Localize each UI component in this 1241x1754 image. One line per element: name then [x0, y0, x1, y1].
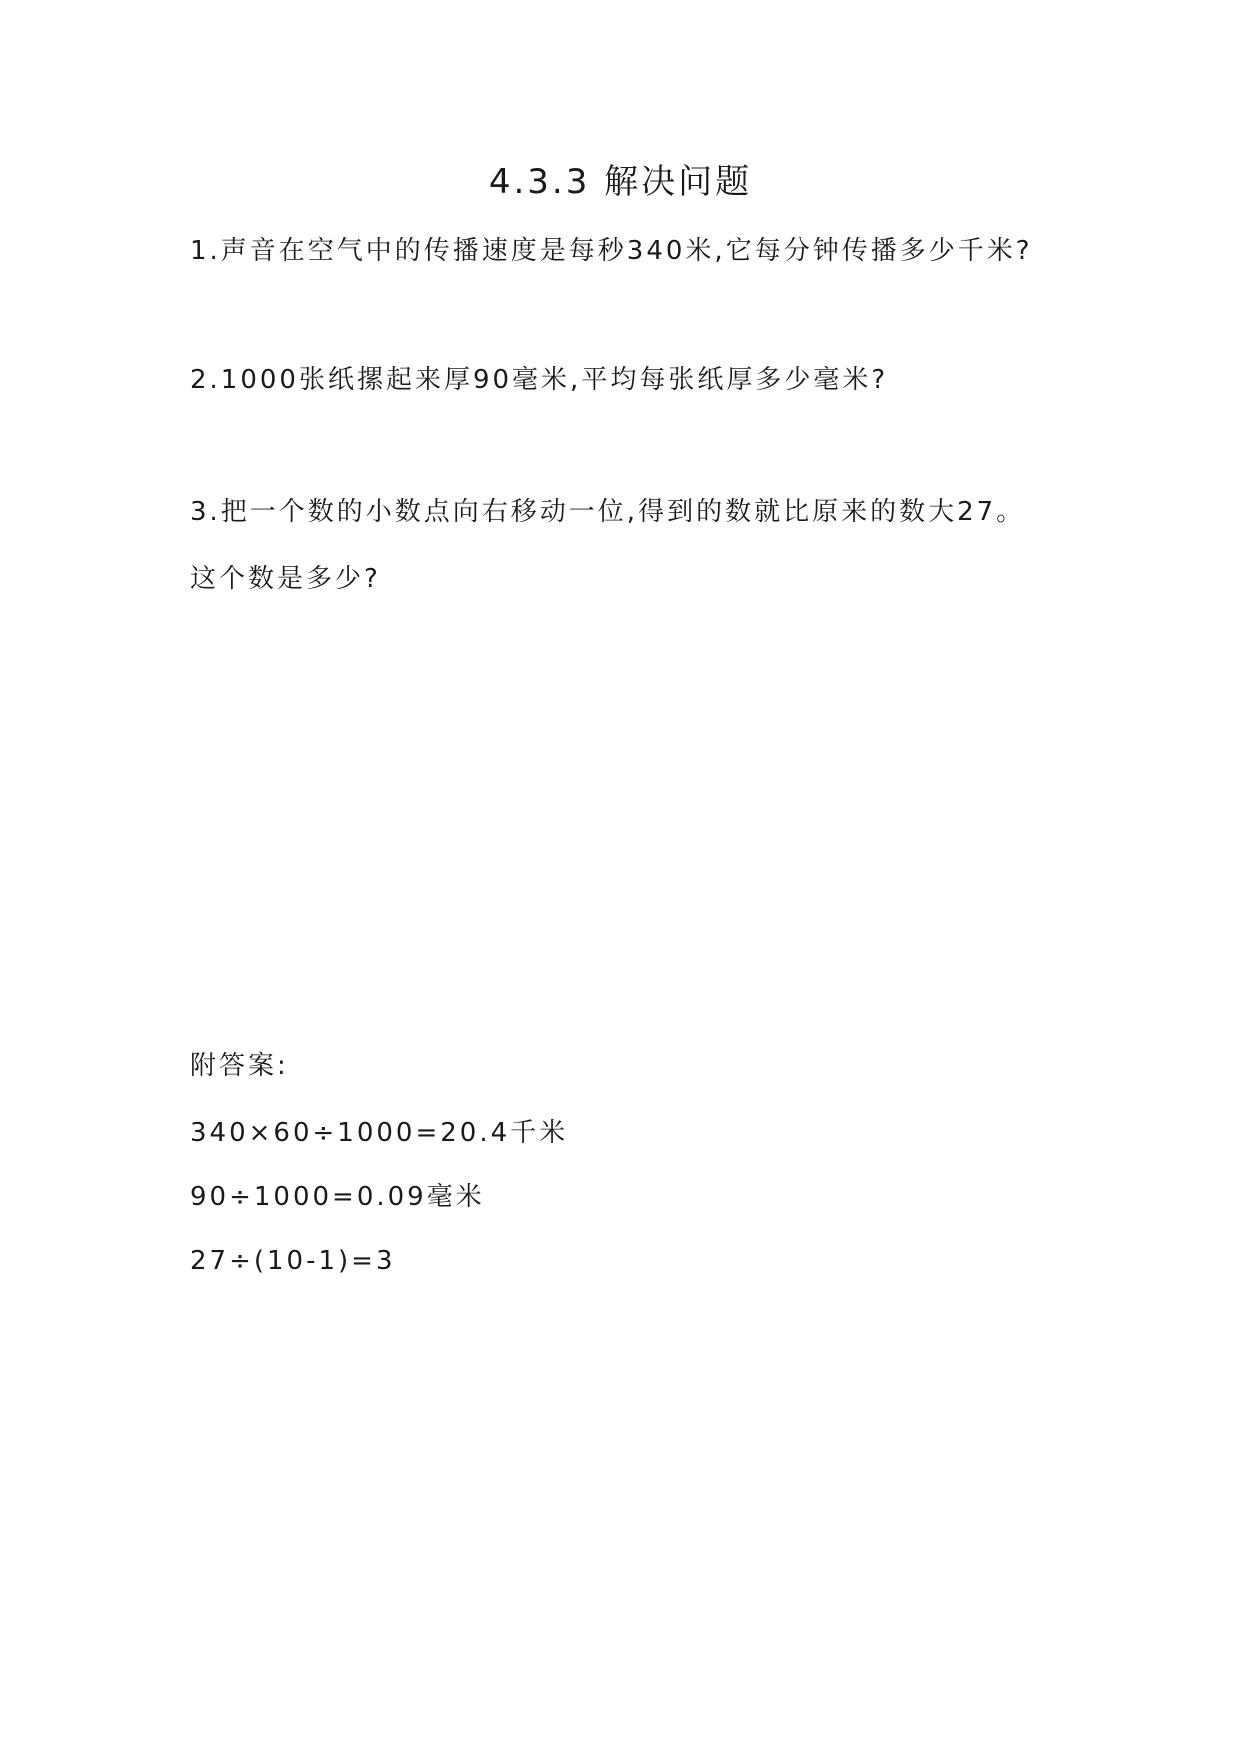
- page-title: 4.3.3 解决问题: [488, 162, 753, 202]
- question-3-line-1: 3.把一个数的小数点向右移动一位,得到的数就比原来的数大27。: [190, 497, 1026, 527]
- answer-3: 27÷(10-1)=3: [190, 1246, 396, 1276]
- question-1: 1.声音在空气中的传播速度是每秒340米,它每分钟传播多少千米?: [190, 236, 1033, 266]
- question-2: 2.1000张纸摞起来厚90毫米,平均每张纸厚多少毫米?: [190, 365, 889, 395]
- question-3-line-2: 这个数是多少?: [190, 564, 381, 594]
- answer-2: 90÷1000=0.09毫米: [190, 1182, 485, 1212]
- answer-1: 340×60÷1000=20.4千米: [190, 1118, 569, 1148]
- answers-heading: 附答案:: [190, 1051, 289, 1081]
